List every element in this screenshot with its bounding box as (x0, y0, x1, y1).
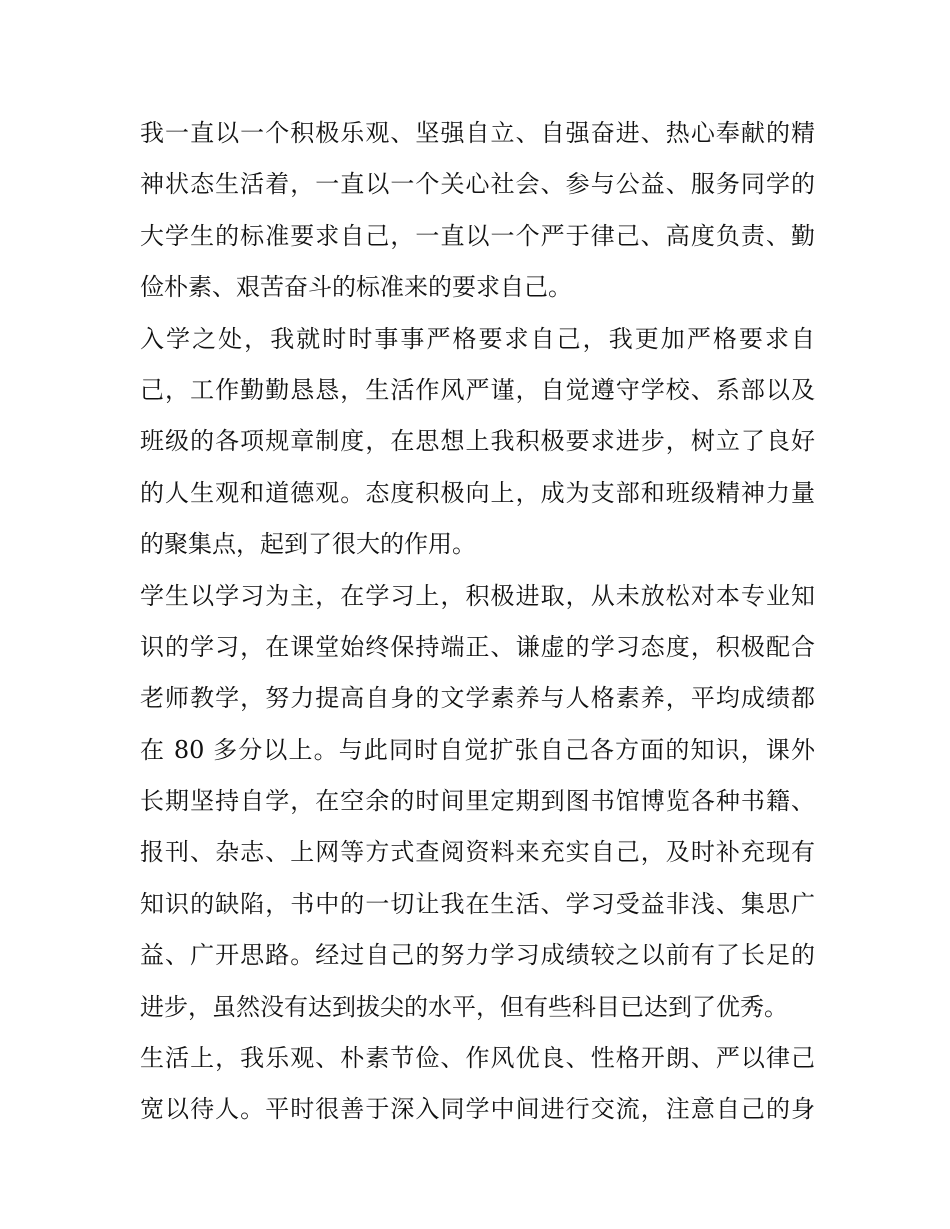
text-line: 益、广开思路。经过自己的努力学习成绩较之以前有了长足的 (140, 941, 815, 970)
text-line: 宽以待人。平时很善于深入同学中间进行交流，注意自己的身 (140, 1095, 815, 1124)
text-line: 长期坚持自学，在空余的时间里定期到图书馆博览各种书籍、 (140, 787, 815, 816)
text-line: 识的学习，在课堂始终保持端正、谦虚的学习态度，积极配合 (140, 632, 815, 661)
text-line: 生活上，我乐观、朴素节俭、作风优良、性格开朗、严以律己 (140, 1044, 815, 1073)
body-text (140, 108, 815, 1136)
text-line: 老师教学，努力提高自身的文学素养与人格素养，平均成绩都 (140, 684, 815, 713)
text-line: 在 80 多分以上。与此同时自觉扩张自己各方面的知识，课外 (140, 735, 815, 764)
paragraph-3 (140, 571, 815, 1034)
text-line: 俭朴素、艰苦奋斗的标准来的要求自己。 (140, 273, 572, 302)
text-line: 进步，虽然没有达到拔尖的水平，但有些科目已达到了优秀。 (140, 992, 788, 1021)
text-line: 的人生观和道德观。态度积极向上，成为支部和班级精神力量 (140, 478, 815, 507)
text-line: 己，工作勤勤恳恳，生活作风严谨，自觉遵守学校、系部以及 (140, 375, 815, 404)
text-line: 神状态生活着，一直以一个关心社会、参与公益、服务同学的 (140, 170, 815, 199)
text-line: 大学生的标准要求自己，一直以一个严于律己、高度负责、勤 (140, 221, 815, 250)
paragraph-1 (140, 108, 815, 314)
text-line: 我一直以一个积极乐观、坚强自立、自强奋进、热心奉献的精 (140, 119, 815, 147)
text-line: 学生以学习为主，在学习上，积极进取，从未放松对本专业知 (140, 581, 815, 610)
text-line: 班级的各项规章制度，在思想上我积极要求进步，树立了良好 (140, 427, 815, 456)
text-line: 报刊、杂志、上网等方式查阅资料来充实自己，及时补充现有 (140, 838, 815, 867)
paragraph-4 (140, 1033, 815, 1136)
text-line: 入学之处，我就时时事事严格要求自己，我更加严格要求自 (140, 324, 815, 353)
text-line: 知识的缺陷，书中的一切让我在生活、学习受益非浅、集思广 (140, 889, 815, 918)
paragraph-2 (140, 314, 815, 571)
text-line: 的聚集点，起到了很大的作用。 (140, 530, 476, 559)
